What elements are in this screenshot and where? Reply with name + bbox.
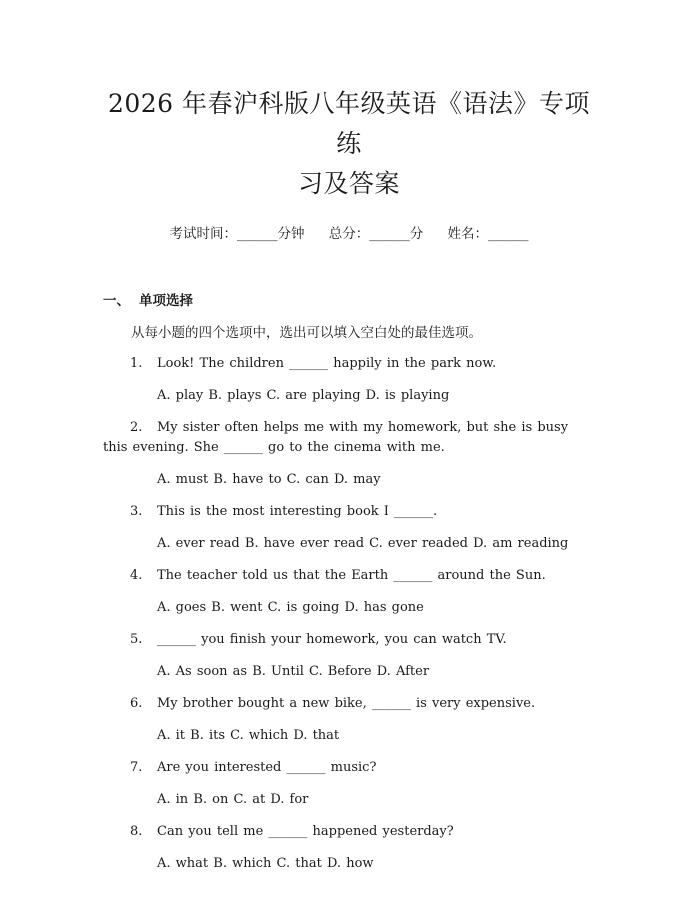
question-options: A. in B. on C. at D. for [157, 792, 309, 807]
question-number: 1. [130, 356, 143, 371]
question-number: 4. [130, 568, 143, 583]
question-options: A. play B. plays C. are playing D. is playing [157, 388, 450, 403]
question-options: A. goes B. went C. is going D. has gone [157, 600, 424, 615]
total-score-field: 总分：______分 [328, 226, 424, 242]
title-line-2: 习及答案 [297, 169, 400, 198]
question-block [103, 566, 595, 618]
question-body: My brother bought a new bike, ______ is very expensive. [157, 696, 536, 711]
page-title [103, 0, 595, 204]
question-list [103, 354, 595, 874]
question-body: This is the most interesting book I ______. [157, 504, 438, 519]
question-block [103, 822, 595, 874]
exam-time-field: 考试时间：______分钟 [169, 226, 305, 242]
title-line-1: 2026 年春沪科版八年级英语《语法》专项练 [107, 89, 591, 158]
question-block [103, 630, 595, 682]
question-options: A. As soon as B. Until C. Before D. After [157, 664, 430, 679]
student-name-field: 姓名：______ [447, 226, 529, 242]
question-number: 6. [130, 696, 143, 711]
question-text [103, 822, 595, 842]
question-options: A. it B. its C. which D. that [157, 728, 340, 743]
question-block [103, 418, 595, 490]
section-number: 一、 [103, 293, 130, 309]
question-text [103, 566, 595, 586]
section-heading [103, 291, 595, 311]
question-body: Are you interested ______ music? [157, 760, 377, 775]
question-number: 8. [130, 824, 143, 839]
question-options: A. ever read B. have ever read C. ever readed D. am reading [157, 536, 569, 551]
question-body: The teacher told us that the Earth ______ around the Sun. [157, 568, 546, 583]
question-text [103, 418, 595, 458]
question-number: 5. [130, 632, 143, 647]
question-text [103, 694, 595, 714]
question-options: A. must B. have to C. can D. may [157, 472, 381, 487]
section-title: 单项选择 [139, 293, 193, 309]
question-block [103, 758, 595, 810]
question-options: A. what B. which C. that D. how [157, 856, 374, 871]
question-text [103, 354, 595, 374]
exam-info [103, 224, 595, 244]
question-body: ______ you finish your homework, you can watch TV. [157, 632, 507, 647]
question-block [103, 354, 595, 406]
question-body: Can you tell me ______ happened yesterday? [157, 824, 454, 839]
question-number: 7. [130, 760, 143, 775]
question-body: My sister often helps me with my homework, but she is busy this evening. She ______ go to the cinema with me. [103, 420, 569, 455]
question-text [103, 502, 595, 522]
question-text [103, 758, 595, 778]
section-instruction: 从每小题的四个选项中，选出可以填入空白处的最佳选项。 [131, 325, 482, 341]
question-number: 3. [130, 504, 143, 519]
question-block [103, 694, 595, 746]
question-body: Look! The children ______ happily in the park now. [157, 356, 497, 371]
question-text [103, 630, 595, 650]
question-number: 2. [130, 420, 143, 435]
question-block [103, 502, 595, 554]
